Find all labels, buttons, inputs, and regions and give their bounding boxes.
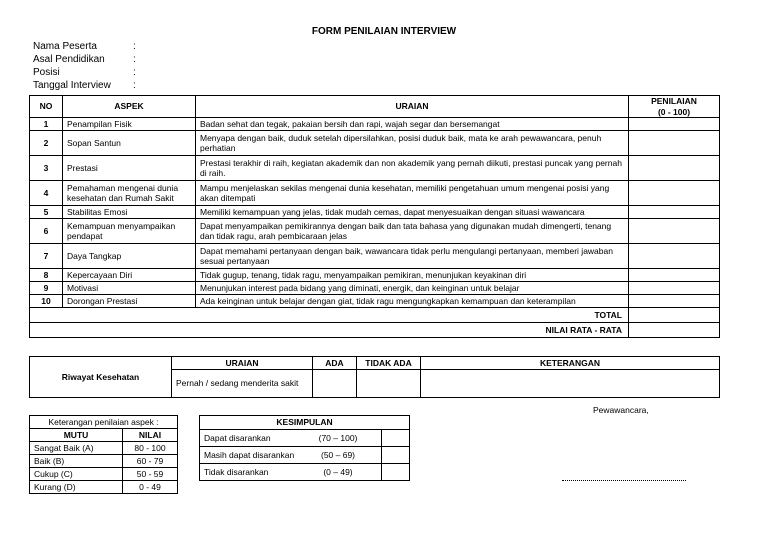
- score-cell[interactable]: [629, 206, 720, 219]
- signature-line[interactable]: [562, 480, 686, 481]
- header-mutu: MUTU: [30, 429, 123, 442]
- score-cell[interactable]: [629, 244, 720, 269]
- row-aspek: Dorongan Prestasi: [63, 295, 196, 308]
- legend-mutu: Kurang (D): [30, 481, 123, 494]
- average-score-cell[interactable]: [629, 323, 720, 338]
- average-row: [30, 323, 720, 338]
- legend-mutu: Cukup (C): [30, 468, 123, 481]
- health-row-label: Riwayat Kesehatan: [30, 357, 172, 398]
- field-asal-pendidikan: [33, 53, 143, 66]
- table-row: [30, 269, 720, 282]
- header-nilai: NILAI: [123, 429, 178, 442]
- tidak-ada-cell[interactable]: [357, 370, 421, 398]
- table-row: [30, 295, 720, 308]
- field-label: Tanggal Interview: [33, 80, 111, 91]
- score-cell[interactable]: [629, 269, 720, 282]
- row-number: 10: [30, 295, 63, 308]
- row-aspek: Motivasi: [63, 282, 196, 295]
- score-cell[interactable]: [629, 181, 720, 206]
- assessment-header-row: [30, 96, 720, 118]
- score-cell[interactable]: [629, 295, 720, 308]
- conclusion-option: [200, 430, 382, 447]
- header-keterangan: KETERANGAN: [421, 357, 720, 370]
- legend-mutu: Baik (B): [30, 455, 123, 468]
- conclusion-range: (70 – 100): [318, 432, 358, 443]
- conclusion-row: [200, 464, 410, 481]
- row-uraian: Prestasi terakhir di raih, kegiatan akademik dan non akademik yang pernah diikuti, prestasi puncak yang pernah di raih.: [196, 156, 629, 181]
- conclusion-range: (0 – 49): [323, 466, 353, 477]
- field-colon: :: [133, 41, 136, 52]
- legend-nilai: 80 - 100: [123, 442, 178, 455]
- health-header-row: [30, 357, 720, 370]
- field-nama-peserta: [33, 40, 143, 53]
- row-number: 9: [30, 282, 63, 295]
- row-aspek: Sopan Santun: [63, 131, 196, 156]
- header-penilaian-range: (0 - 100): [657, 106, 691, 117]
- score-cell[interactable]: [629, 118, 720, 131]
- legend-title: Keterangan penilaian aspek :: [30, 416, 178, 429]
- score-cell[interactable]: [629, 131, 720, 156]
- table-row: [30, 118, 720, 131]
- header-penilaian-label: PENILAIAN: [651, 96, 697, 106]
- conclusion-option: [200, 464, 382, 481]
- conclusion-row: [200, 447, 410, 464]
- table-row: [30, 244, 720, 269]
- interviewer-label: Pewawancara,: [593, 405, 649, 415]
- row-number: 7: [30, 244, 63, 269]
- field-label: Nama Peserta: [33, 41, 97, 52]
- row-uraian: Dapat menyampaikan pemikirannya dengan baik dan tata bahasa yang digunakan mudah dimengerti, tenang dan tidak ragu, arah pembicaraan jelas: [196, 219, 629, 244]
- header-aspek: ASPEK: [63, 96, 196, 118]
- header-uraian: URAIAN: [196, 96, 629, 118]
- conclusion-check-cell[interactable]: [382, 430, 410, 447]
- score-cell[interactable]: [629, 219, 720, 244]
- legend-header-row: [30, 429, 178, 442]
- legend-row: [30, 481, 178, 494]
- health-history-table: [29, 356, 720, 398]
- header-no: NO: [30, 96, 63, 118]
- row-number: 6: [30, 219, 63, 244]
- row-uraian: Menyapa dengan baik, duduk setelah dipersilahkan, posisi duduk baik, mata ke arah pewawancara, penuh perhatian: [196, 131, 629, 156]
- conclusion-row: [200, 430, 410, 447]
- header-tidak-ada: TIDAK ADA: [357, 357, 421, 370]
- legend-row: [30, 468, 178, 481]
- row-number: 1: [30, 118, 63, 131]
- form-title: FORM PENILAIAN INTERVIEW: [311, 26, 457, 37]
- total-label: TOTAL: [30, 308, 629, 323]
- legend-mutu: Sangat Baik (A): [30, 442, 123, 455]
- conclusion-table: [199, 415, 410, 481]
- health-uraian-text: Pernah / sedang menderita sakit: [172, 370, 313, 398]
- header-uraian: URAIAN: [172, 357, 313, 370]
- row-uraian: Dapat memahami pertanyaan dengan baik, wawancara tidak perlu mengulangi pertanyaan, memberi jawaban sesuai pertanyaan: [196, 244, 629, 269]
- row-number: 3: [30, 156, 63, 181]
- header-ada: ADA: [313, 357, 357, 370]
- score-cell[interactable]: [629, 156, 720, 181]
- row-number: 8: [30, 269, 63, 282]
- row-uraian: Menunjukan interest pada bidang yang diminati, energik, dan keinginan untuk belajar: [196, 282, 629, 295]
- conclusion-title: KESIMPULAN: [200, 416, 410, 430]
- row-number: 4: [30, 181, 63, 206]
- row-aspek: Pemahaman mengenai dunia kesehatan dan Rumah Sakit: [63, 181, 196, 206]
- field-label: Asal Pendidikan: [33, 54, 105, 65]
- average-label: NILAI RATA - RATA: [30, 323, 629, 338]
- legend-nilai: 0 - 49: [123, 481, 178, 494]
- conclusion-check-cell[interactable]: [382, 447, 410, 464]
- legend-nilai: 60 - 79: [123, 455, 178, 468]
- conclusion-check-cell[interactable]: [382, 464, 410, 481]
- grading-legend-table: [29, 415, 178, 494]
- total-row: [30, 308, 720, 323]
- field-posisi: [33, 66, 143, 79]
- conclusion-label: Tidak disarankan: [204, 466, 269, 477]
- legend-row: [30, 442, 178, 455]
- row-number: 5: [30, 206, 63, 219]
- conclusion-option: [200, 447, 382, 464]
- conclusion-label: Dapat disarankan: [204, 432, 271, 443]
- identity-fields: [33, 40, 143, 92]
- row-uraian: Ada keinginan untuk belajar dengan giat, tidak ragu mengungkapkan kemampuan dan keterampilan: [196, 295, 629, 308]
- assessment-table: [29, 95, 720, 338]
- legend-nilai: 50 - 59: [123, 468, 178, 481]
- row-aspek: Prestasi: [63, 156, 196, 181]
- score-cell[interactable]: [629, 282, 720, 295]
- legend-title-row: [30, 416, 178, 429]
- row-uraian: Mampu menjelaskan sekilas mengenai dunia kesehatan, memiliki pengetahuan umum mengenai posisi yang akan ditempati: [196, 181, 629, 206]
- conclusion-label: Masih dapat disarankan: [204, 449, 295, 460]
- table-row: [30, 131, 720, 156]
- row-aspek: Kemampuan menyampaikan pendapat: [63, 219, 196, 244]
- row-aspek: Kepercayaan Diri: [63, 269, 196, 282]
- conclusion-range: (50 – 69): [320, 449, 356, 460]
- row-number: 2: [30, 131, 63, 156]
- ada-cell[interactable]: [313, 370, 357, 398]
- row-uraian: Tidak gugup, tenang, tidak ragu, menyampaikan pemikiran, menunjukan keyakinan diri: [196, 269, 629, 282]
- row-aspek: Stabilitas Emosi: [63, 206, 196, 219]
- header-penilaian: [629, 96, 720, 118]
- legend-row: [30, 455, 178, 468]
- field-label: Posisi: [33, 67, 60, 78]
- total-score-cell[interactable]: [629, 308, 720, 323]
- table-row: [30, 206, 720, 219]
- row-uraian: Badan sehat dan tegak, pakaian bersih dan rapi, wajah segar dan bersemangat: [196, 118, 629, 131]
- field-tanggal-interview: [33, 79, 143, 92]
- keterangan-cell[interactable]: [421, 370, 720, 398]
- table-row: [30, 181, 720, 206]
- field-colon: :: [133, 67, 136, 78]
- row-aspek: Penampilan Fisik: [63, 118, 196, 131]
- field-colon: :: [133, 80, 136, 91]
- table-row: [30, 219, 720, 244]
- table-row: [30, 156, 720, 181]
- field-colon: :: [133, 54, 136, 65]
- conclusion-title-row: [200, 416, 410, 430]
- row-uraian: Memiliki kemampuan yang jelas, tidak mudah cemas, dapat menyesuaikan dengan situasi wawancara: [196, 206, 629, 219]
- table-row: [30, 282, 720, 295]
- row-aspek: Daya Tangkap: [63, 244, 196, 269]
